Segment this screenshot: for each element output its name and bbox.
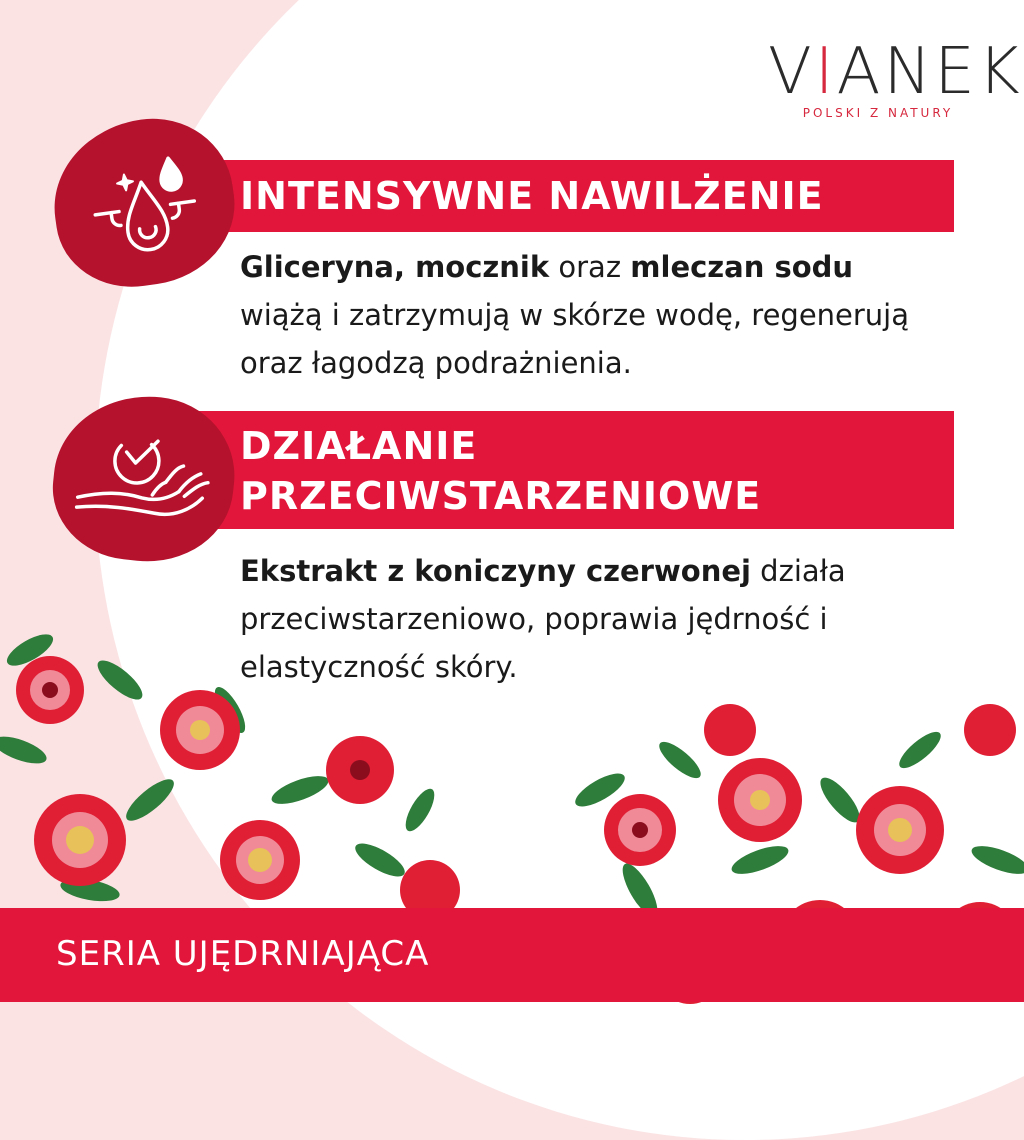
logo-tagline: POLSKI Z NATURY xyxy=(802,106,954,120)
section2-title-banner xyxy=(120,411,954,529)
water-drop-icon xyxy=(43,108,244,296)
section1-title: INTENSYWNE NAWILŻENIE xyxy=(240,174,824,218)
series-label: SERIA UJĘDRNIAJĄCA xyxy=(56,934,430,974)
hand-care-icon xyxy=(46,387,242,570)
section1-title-banner xyxy=(120,160,954,232)
section1-desc-text-2: wiążą i zatrzymują w skórze wodę, regenerują oraz łagodzą podrażnienia. xyxy=(240,298,910,380)
section1-desc-text-1: oraz xyxy=(549,250,631,284)
brand-logo xyxy=(768,35,1023,120)
section2-title-line2: PRZECIWSTARZENIOWE xyxy=(240,474,762,518)
section1-desc-bold-2: mleczan sodu xyxy=(630,250,854,284)
section2-desc-text-1: działa przeciwstarzeniowo, poprawia jędrność i elastyczność skóry. xyxy=(240,554,846,684)
section2-desc-bold-1: Ekstrakt z koniczyny czerwonej xyxy=(240,554,751,588)
logo-wordmark: VIANEK xyxy=(768,35,1023,109)
section1-desc-bold-1: Gliceryna, mocznik xyxy=(240,250,550,284)
section2-title-line1: DZIAŁANIE xyxy=(240,424,478,468)
section1-description xyxy=(240,243,940,387)
